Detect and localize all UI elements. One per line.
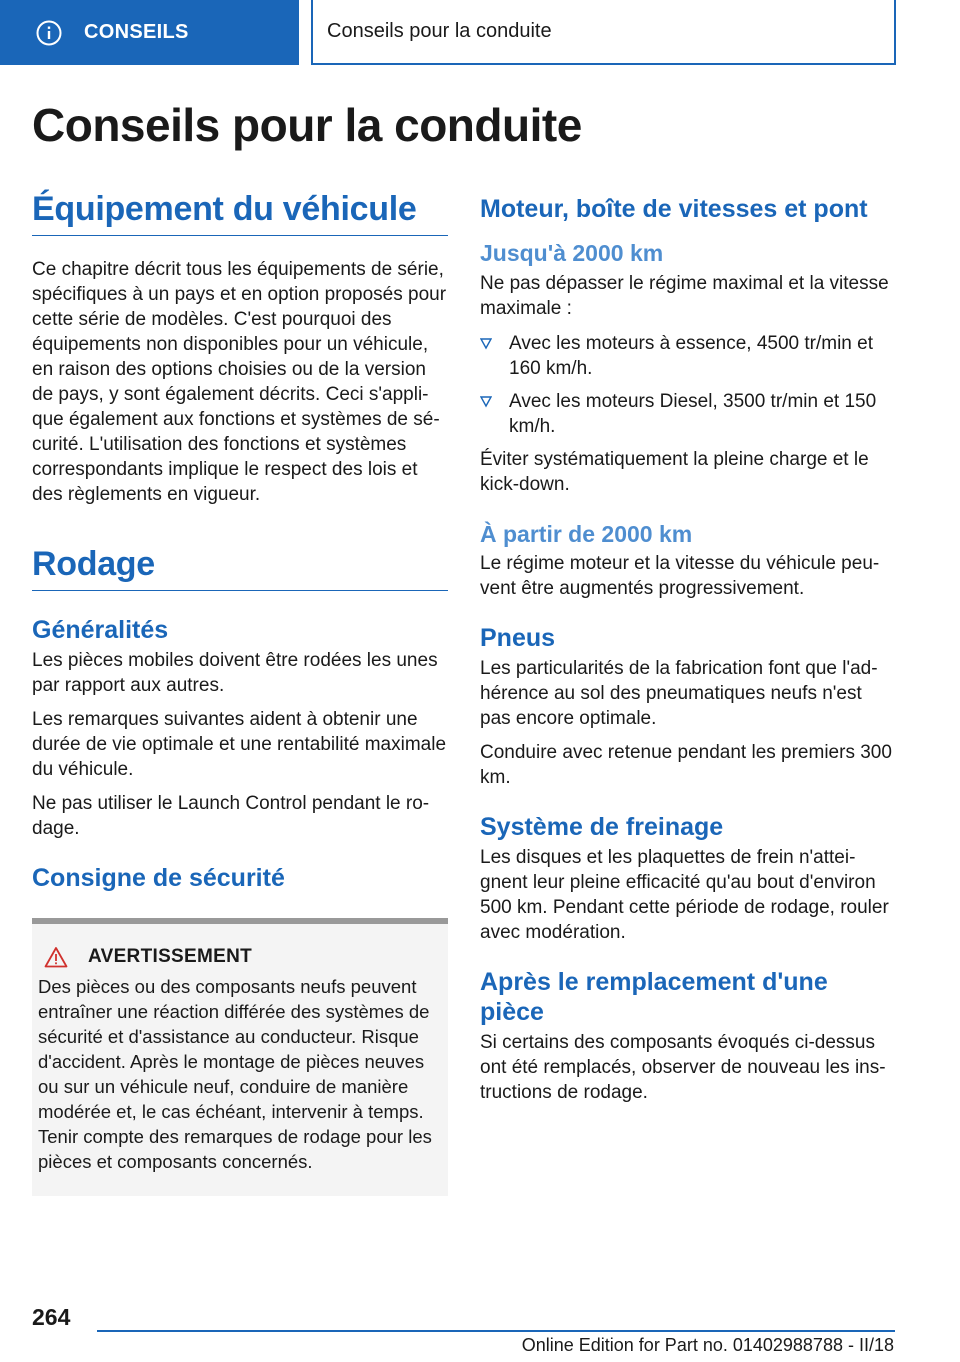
apres-text: Si certains des composants évoqués ci-dessus ont été remplacés, observer de nouveau les instructions de rodage. [480,1032,886,1104]
heading-apres-remplacement: Après le remplacement d'une pièce [480,968,828,1027]
heading-moteur: Moteur, boîte de vitesses et pont [480,195,868,223]
heading-equipement: Équipement du véhicule [32,190,448,236]
left-column [32,190,448,1196]
heading-generalites: Généralités [32,616,169,645]
freinage-text: Les disques et les plaquettes de frein n'atteignent leur pleine efficacité qu'au bout d'environ 500 km. Pendant cette période de rodage, rouler avec modération. [480,847,889,944]
breadcrumb[interactable] [311,0,896,65]
info-icon [36,20,62,46]
list-item: Avec les moteurs à essence, 4500 tr/min et 160 km/h. [480,331,894,381]
triangle-bullet-icon [480,338,492,350]
breadcrumb-label: Conseils pour la conduite [327,20,552,42]
heading-a-partir-2000: À partir de 2000 km [480,520,693,547]
list-item: Avec les moteurs Diesel, 3500 tr/min et 150 km/h. [480,389,894,439]
a-partir-text: Le régime moteur et la vitesse du véhicule peuvent être augmentés progressivement. [480,553,880,600]
heading-freinage: Système de freinage [480,813,724,842]
equipement-text: Ce chapitre décrit tous les équipements de série, spécifiques à un pays et en option proposés pour cette série de modèles. C'est pourquoi des équipements non disponibles pour un véhicule, en raison des options choisies ou de la version de pays, y sont également décrits. Ceci s'applique également aux fonctions et systèmes de sécurité. L'utilisation des fonctions et systèmes correspondants implique le respect des lois et des règlements en vigueur. [32,259,447,506]
edition-text: Online Edition for Part no. 01402988788 - II/18 [521,1335,894,1355]
warning-text: Des pièces ou des composants neufs peuvent entraîner une réaction différée des systèmes de sécurité et d'assistance au conducteur. Risque d'accident. Après le montage de pièces neuves ou sur un véhicule neuf, conduire de manière modérée et, le cas échéant, intervenir à temps. Tenir compte des remarques de rodage pour les pièces et composants concernés. [38,976,432,1173]
heading-rodage: Rodage [32,545,448,591]
pneus-text-1: Les particularités de la fabrication font que l'adhérence au sol des pneumatiques neufs n'est pas encore optimale. [480,658,878,730]
section-tab[interactable] [0,0,299,65]
heading-pneus: Pneus [480,624,556,653]
generalites-text-2: Les remarques suivantes aident à obtenir une durée de vie optimale et une rentabilité maximale du véhicule. [32,709,447,781]
pneus-text-2: Conduire avec retenue pendant les premiers 300 km. [480,742,892,789]
warning-box [32,918,448,1196]
section-tab-label: CONSEILS [84,21,189,43]
page-number: 264 [32,1304,71,1330]
triangle-bullet-icon [480,396,492,408]
warning-title: AVERTISSEMENT [88,946,253,968]
generalites-text-1: Les pièces mobiles doivent être rodées les unes par rapport aux autres. [32,650,438,697]
jusqua-text: Ne pas dépasser le régime maximal et la vitesse maximale : [480,272,889,319]
right-column [480,190,894,1105]
generalites-text-3: Ne pas utiliser le Launch Control pendant le rodage. [32,793,430,840]
heading-jusqua-2000: Jusqu'à 2000 km [480,240,664,266]
warning-triangle-icon [44,946,68,968]
footer-divider [97,1330,895,1332]
speed-limits-list [480,331,894,439]
eviter-text: Éviter systématiquement la pleine charge et le kick-down. [480,448,869,495]
page-title: Conseils pour la conduite [32,99,582,151]
heading-consigne: Consigne de sécurité [32,864,285,893]
warning-header [38,946,442,968]
